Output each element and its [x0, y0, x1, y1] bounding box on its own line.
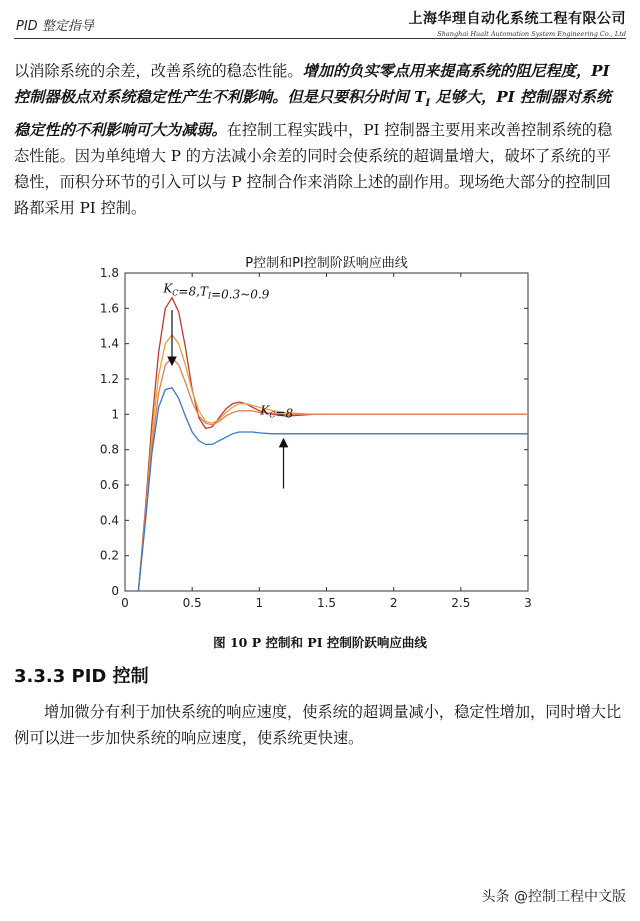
company-name-en: Shanghai Hualt Automation System Engineering Co., Ltd [437, 30, 626, 38]
paragraph-2: 增加微分有利于加快系统的响应速度，使系统的超调量减小，稳定性增加，同时增大比例可以进一步加快系统的响应速度，使系统更快速。 [14, 703, 622, 747]
paragraph-1-emphasis-b: 足够大，PI 控制器对系统稳定性的不利影响可大为减弱。 [14, 88, 612, 140]
watermark: 头条 @控制工程中文版 [481, 889, 626, 905]
x-tick-label: 2 [389, 596, 398, 610]
paragraph-1-text-a: 以消除系统的余差，改善系统的稳态性能。 [14, 62, 303, 80]
series-line-1 [138, 298, 528, 591]
y-tick-label: 1 [111, 407, 119, 422]
doc-title: PID 整定指导 [16, 19, 94, 34]
ti-subscript: I [425, 98, 431, 110]
y-tick-label: 1.6 [99, 301, 119, 316]
annotation-label-1: $K_C=8,T_I=0.3\sim 0.9$ [163, 281, 270, 302]
y-tick-label: 1.2 [99, 372, 119, 386]
x-tick-label: 1.5 [316, 596, 337, 610]
y-tick-label: 0 [111, 584, 119, 598]
company-name-cn: 上海华理自动化系统工程有限公司 [408, 11, 626, 27]
series-line-2 [138, 335, 528, 591]
x-tick-label: 2.5 [451, 596, 471, 610]
x-tick-label: 1 [255, 596, 264, 610]
series-line-4 [138, 388, 528, 591]
series-line-3 [138, 358, 528, 591]
x-tick-label: 0 [121, 596, 129, 610]
section-heading: 3.3.3 PID 控制 [14, 666, 149, 687]
plot-area [125, 273, 528, 591]
x-tick-label: 0.5 [182, 596, 202, 610]
figure-caption: 图 10 P 控制和 PI 控制阶跃响应曲线 [213, 635, 427, 650]
y-tick-label: 0.2 [99, 548, 119, 563]
y-tick-label: 0.4 [99, 513, 119, 528]
y-tick-label: 1.8 [99, 266, 119, 280]
annotation-label-2: $K_C=8$ [260, 403, 294, 421]
chart-title: P控制和PI控制阶跃响应曲线 [245, 256, 408, 271]
y-tick-label: 0.6 [99, 478, 119, 492]
paragraph-1-emphasis-a-text: 增加的负实零点用来提高系统的阻尼程度，PI 控制器极点对系统稳定性产生不利影响。但是只要积分时间 T [14, 62, 610, 106]
paragraph-1-text-b: 在控制工程实践中，PI 控制器主要用来改善控制系统的稳态性能。因为单纯增大 P 的方法减小余差的同时会使系统的超调量增大，破坏了系统的平稳性，而积分环节的引入可以与 P 控制合作来消除上述的副作用。现场绝大部分的控制回路都采用 PI 控制。 [14, 121, 613, 218]
y-tick-label: 1.4 [99, 336, 119, 351]
y-tick-label: 0.8 [99, 442, 119, 457]
x-tick-label: 3 [524, 596, 532, 610]
